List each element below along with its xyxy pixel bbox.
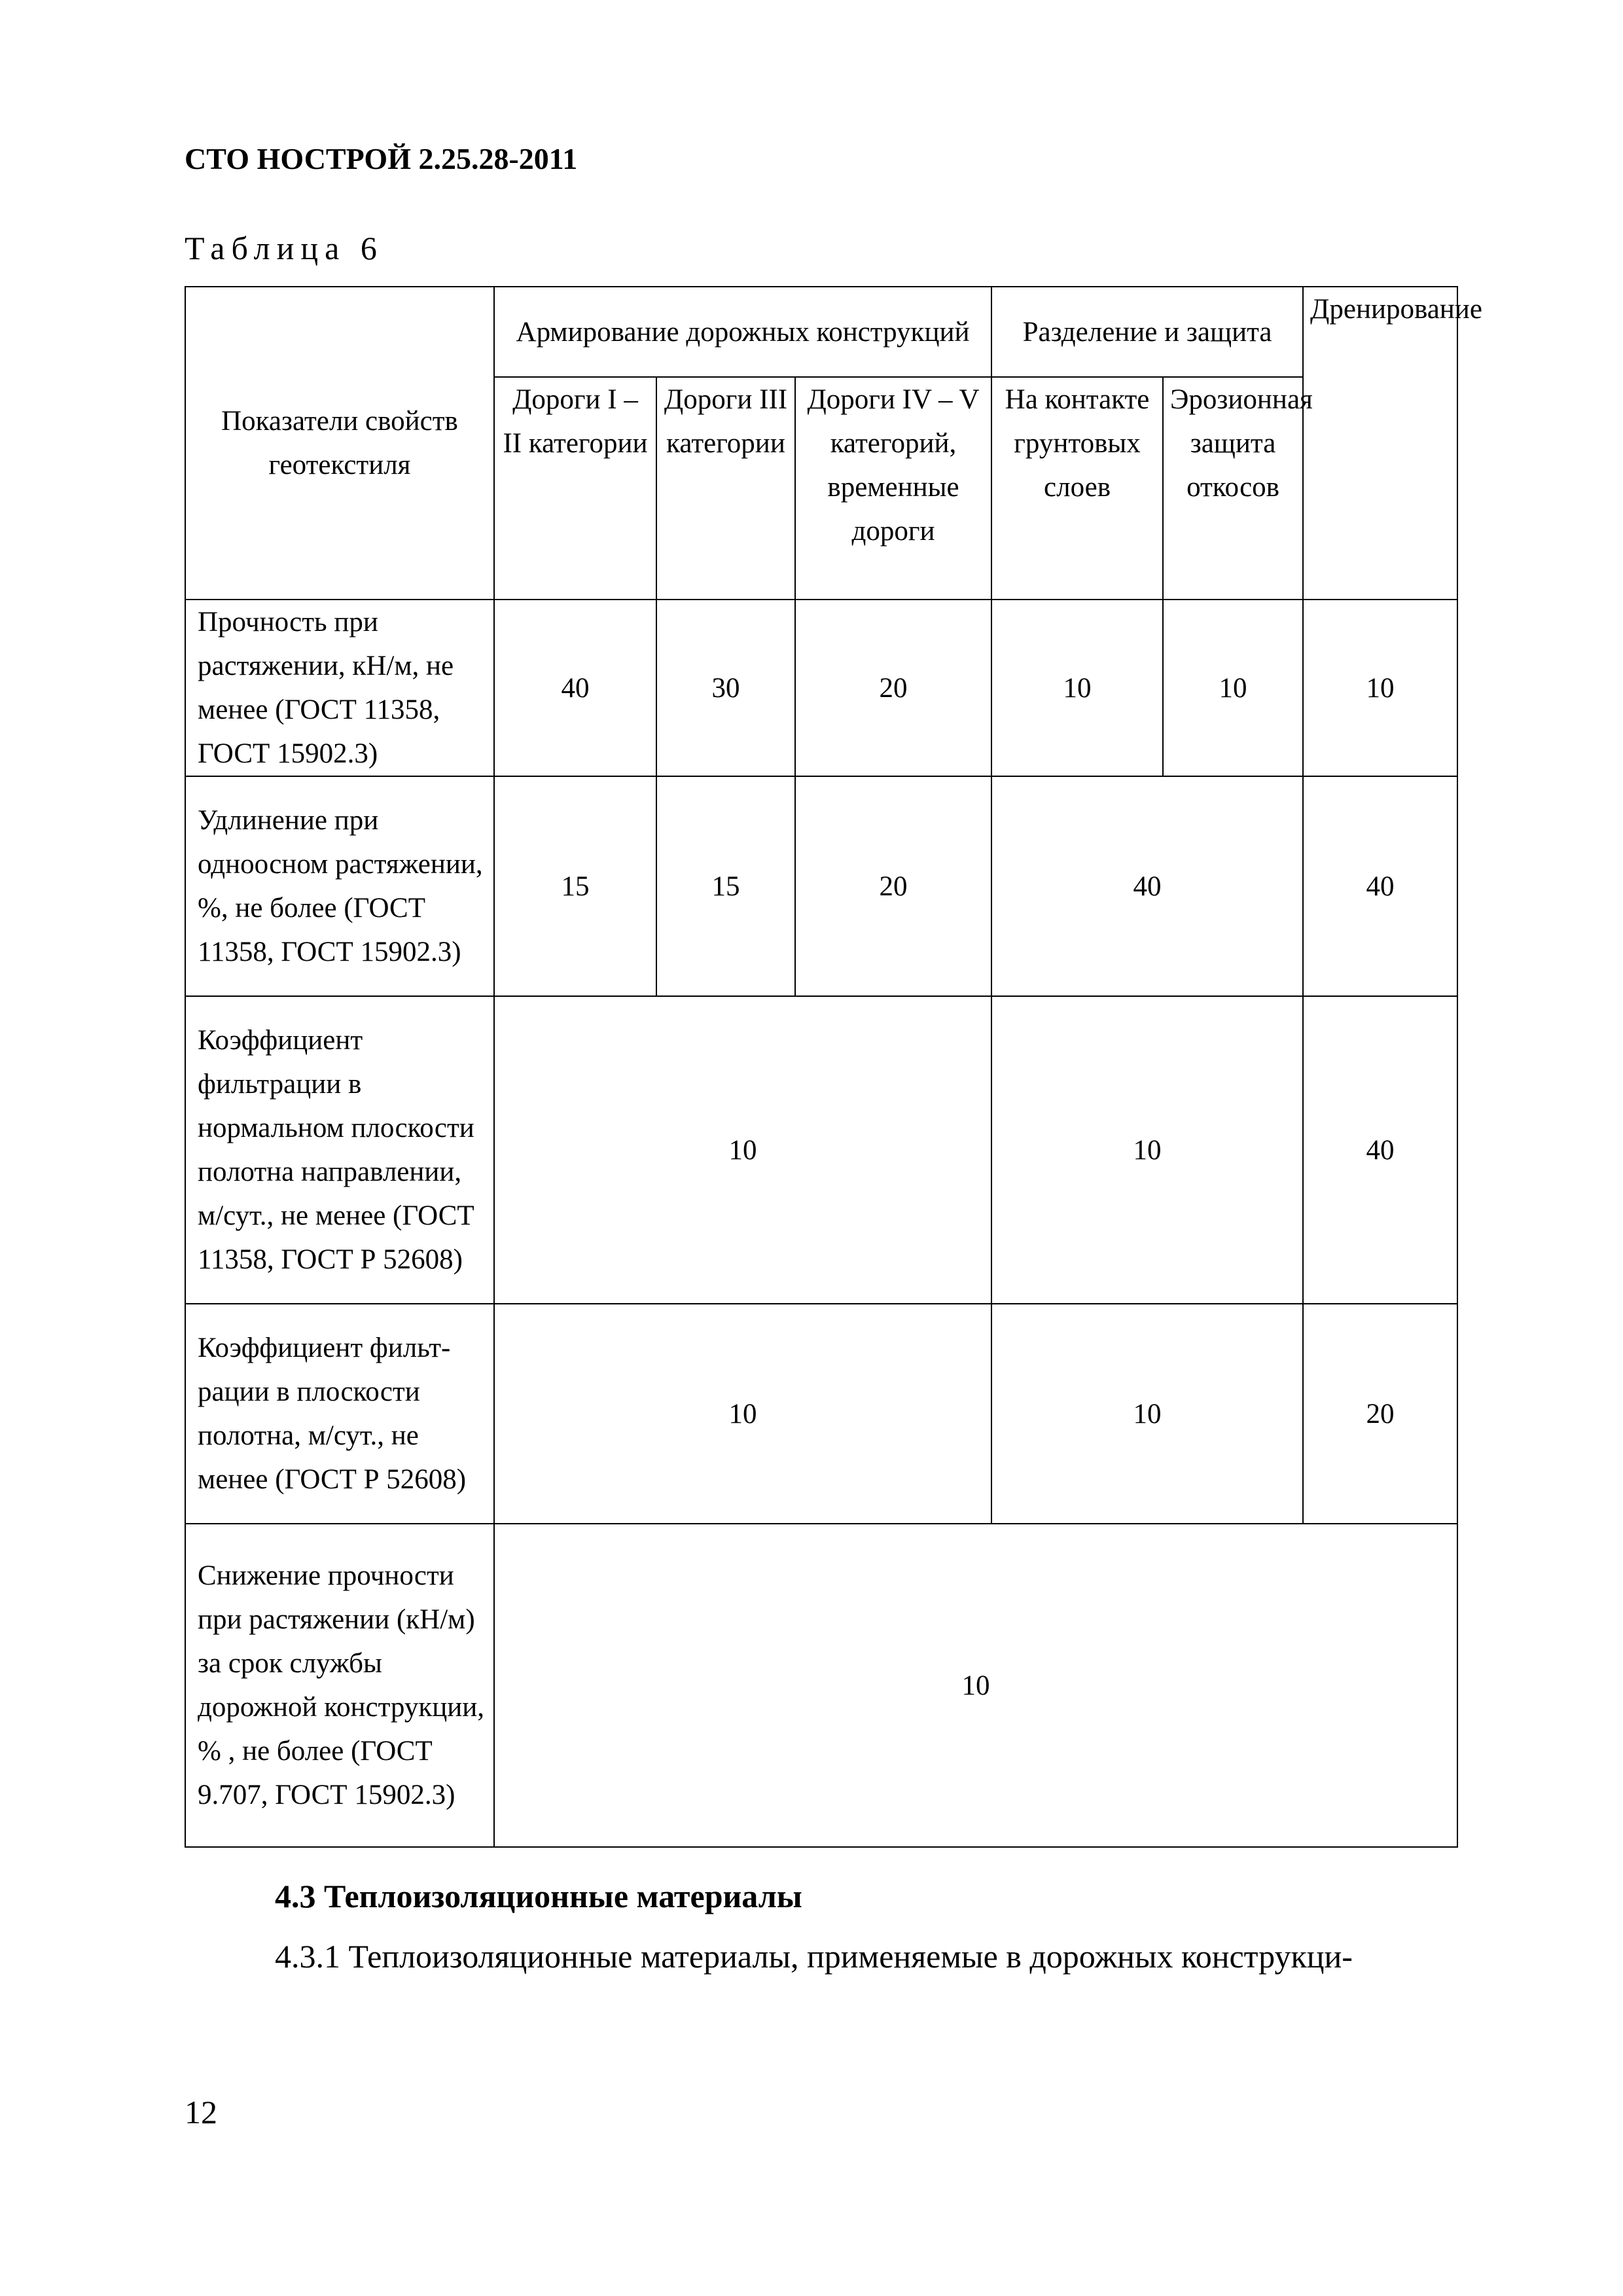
- cell-value: 10: [494, 1524, 1457, 1847]
- header-property-column: Показатели свойств геотекстиля: [185, 287, 494, 600]
- cell-value: 20: [1303, 1304, 1457, 1524]
- table-row: [185, 1304, 1457, 1524]
- cell-value: 10: [991, 1304, 1303, 1524]
- cell-value: 40: [494, 600, 656, 776]
- cell-value: 10: [1303, 600, 1457, 776]
- header-roads-4-5: Дороги IV – V категорий, временные дороги: [795, 377, 991, 600]
- row-label: Снижение прочности при растяжении (кН/м) за срок службы дорожной конструкции, % , не более (ГОСТ 9.707, ГОСТ 15902.3): [185, 1524, 494, 1847]
- table-row: [185, 996, 1457, 1304]
- header-drainage: Дренирование: [1303, 287, 1457, 600]
- table-row: [185, 776, 1457, 996]
- row-label: Коэффициент фильтрации в нормальном плоскости полотна направлении, м/сут., не менее (ГОСТ 11358, ГОСТ Р 52608): [185, 996, 494, 1304]
- document-code: СТО НОСТРОЙ 2.25.28-2011: [185, 142, 578, 175]
- paragraph-text: 4.3.1 Теплоизоляционные материалы, применяемые в дорожных конструкци-: [275, 1938, 1353, 1975]
- table-header-row: [185, 287, 1457, 377]
- cell-value: 20: [795, 776, 991, 996]
- header-roads-3: Дороги III категории: [656, 377, 795, 600]
- header-erosion: Эрозионная защита откосов: [1163, 377, 1303, 600]
- geotextile-properties-table: [185, 286, 1482, 1848]
- row-label: Прочность при растяжении, кН/м, не менее (ГОСТ 11358, ГОСТ 15902.3): [185, 600, 494, 776]
- table-row: [185, 600, 1457, 776]
- cell-value: 40: [1303, 776, 1457, 996]
- cell-value: 10: [494, 996, 991, 1304]
- section-heading: 4.3 Теплоизоляционные материалы: [275, 1878, 802, 1914]
- header-roads-1-2: Дороги I – II категории: [494, 377, 656, 600]
- table-row: [185, 1524, 1457, 1847]
- header-separation: Разделение и защита: [991, 287, 1303, 377]
- cell-value: 40: [991, 776, 1303, 996]
- row-label: Коэффициент фильт-рации в плоскости полотна, м/сут., не менее (ГОСТ Р 52608): [185, 1304, 494, 1524]
- header-contact-layers: На контакте грунтовых слоев: [991, 377, 1163, 600]
- cell-value: 40: [1303, 996, 1457, 1304]
- cell-value: 10: [494, 1304, 991, 1524]
- table-caption: Таблица 6: [185, 230, 383, 266]
- cell-value: 15: [494, 776, 656, 996]
- page-number: 12: [185, 2094, 217, 2130]
- cell-value: 30: [656, 600, 795, 776]
- cell-value: 15: [656, 776, 795, 996]
- cell-value: 10: [991, 600, 1163, 776]
- row-label: Удлинение при одноосном растяжении, %, не более (ГОСТ 11358, ГОСТ 15902.3): [185, 776, 494, 996]
- cell-value: 10: [991, 996, 1303, 1304]
- cell-value: 10: [1163, 600, 1303, 776]
- cell-value: 20: [795, 600, 991, 776]
- header-reinforcement: Армирование дорожных конструкций: [494, 287, 991, 377]
